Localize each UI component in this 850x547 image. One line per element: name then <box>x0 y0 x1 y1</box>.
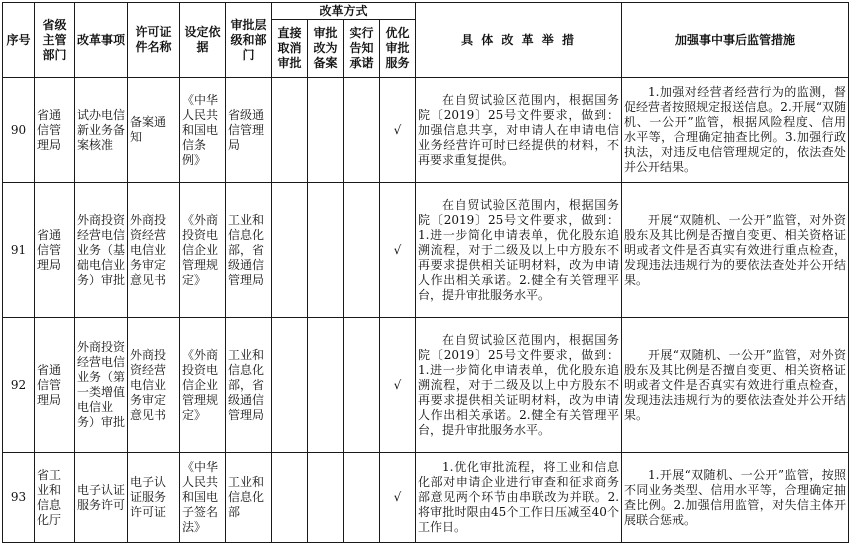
row-seq: 90 <box>3 78 35 183</box>
row-dept: 省通信管理局 <box>35 183 75 318</box>
row-license: 外商投资经营电信业务审定意见书 <box>128 318 180 453</box>
row-mode-optimize-check: √ <box>380 183 416 318</box>
row-license: 电子认证服务许可证 <box>128 453 180 543</box>
reform-table <box>2 2 849 543</box>
row-basis: 《中华人民共和国电信条例》 <box>180 78 226 183</box>
row-mode-optimize-check: √ <box>380 78 416 183</box>
table-row <box>3 318 849 453</box>
row-mode-cancel <box>272 453 308 543</box>
row-measures: 1.优化审批流程，将工业和信息化部对申请企业进行审查和征求商务部意见两个环节由串联改为并联。2.将审批时限由45个工作日压减至40个工作日。 <box>416 453 622 543</box>
row-license: 外商投资经营电信业务审定意见书 <box>128 183 180 318</box>
row-item: 电子认证服务许可 <box>75 453 128 543</box>
row-basis: 《中华人民共和国电子签名法》 <box>180 453 226 543</box>
row-mode-promise <box>344 78 380 183</box>
header-mode-promise: 实行告知承诺 <box>344 20 380 78</box>
table-row <box>3 453 849 543</box>
table-row <box>3 78 849 183</box>
row-mode-cancel <box>272 78 308 183</box>
row-basis: 《外商投资电信企业管理规定》 <box>180 183 226 318</box>
row-mode-optimize-check: √ <box>380 318 416 453</box>
row-mode-promise <box>344 183 380 318</box>
header-mode-optimize: 优化审批服务 <box>380 20 416 78</box>
row-dept: 省工业和信息化厅 <box>35 453 75 543</box>
row-level: 省级通信管理局 <box>226 78 272 183</box>
row-basis: 《外商投资电信企业管理规定》 <box>180 318 226 453</box>
row-mode-filing <box>308 183 344 318</box>
row-level: 工业和信息化部 <box>226 453 272 543</box>
row-level: 工业和信息化部，省级通信管理局 <box>226 318 272 453</box>
row-seq: 93 <box>3 453 35 543</box>
header-measures: 具 体 改 革 举 措 <box>416 3 622 78</box>
row-supervision: 1.开展“双随机、一公开”监管，按照不同业务类型、信用水平等，合理确定抽查比例。2.加强信用监管，对失信主体开展联合惩戒。 <box>622 453 849 543</box>
row-mode-cancel <box>272 318 308 453</box>
row-measures: 在自贸试验区范围内，根据国务院〔2019〕25号文件要求，做到：加强信息共享，对申请人在申请电信业务经营许可时已经提供的材料，不再要求重复提供。 <box>416 78 622 183</box>
row-mode-filing <box>308 78 344 183</box>
row-dept: 省通信管理局 <box>35 78 75 183</box>
row-measures: 在自贸试验区范围内，根据国务院〔2019〕25号文件要求，做到：1.进一步简化申请表单，优化股东追溯流程，对于二级及以上中方股东不再要求提供相关证明材料，改为申请人作出相关承诺。2.健全有关管理平台，提升审批服务水平。 <box>416 318 622 453</box>
row-mode-filing <box>308 318 344 453</box>
row-item: 外商投资经营电信业务（第一类增值电信业务）审批 <box>75 318 128 453</box>
table-row <box>3 183 849 318</box>
row-seq: 92 <box>3 318 35 453</box>
header-license: 许可证件名称 <box>128 3 180 78</box>
header-level: 审批层级和部门 <box>226 3 272 78</box>
row-mode-promise <box>344 453 380 543</box>
header-mode-filing: 审批改为备案 <box>308 20 344 78</box>
row-supervision: 开展“双随机、一公开”监管，对外资股东及其比例是否擅自变更、相关资格证明或者文件是否真实有效进行重点检查，发现违法违规行为的要依法查处并公开结果。 <box>622 183 849 318</box>
row-mode-optimize-check: √ <box>380 453 416 543</box>
row-license: 备案通知 <box>128 78 180 183</box>
row-mode-cancel <box>272 183 308 318</box>
header-basis: 设定依据 <box>180 3 226 78</box>
row-supervision: 1.加强对经营者经营行为的监测，督促经营者按照规定报送信息。2.开展“双随机、一公开”监管，根据风险程度、信用水平等，合理确定抽查比例。3.加强行政执法，对违反电信管理规定的，依法查处并公开结果。 <box>622 78 849 183</box>
header-mode-cancel: 直接取消审批 <box>272 20 308 78</box>
header-item: 改革事项 <box>75 3 128 78</box>
row-item: 外商投资经营电信业务（基础电信业务）审批 <box>75 183 128 318</box>
header-dept: 省级主管部门 <box>35 3 75 78</box>
row-supervision: 开展“双随机、一公开”监管，对外资股东及其比例是否擅自变更、相关资格证明或者文件是否真实有效进行重点检查，发现违法违规行为的要依法查处并公开结果。 <box>622 318 849 453</box>
row-mode-filing <box>308 453 344 543</box>
row-mode-promise <box>344 318 380 453</box>
row-dept: 省通信管理局 <box>35 318 75 453</box>
header-reform-mode: 改革方式 <box>272 3 416 20</box>
header-supervision: 加强事中事后监管措施 <box>622 3 849 78</box>
row-seq: 91 <box>3 183 35 318</box>
header-seq: 序号 <box>3 3 35 78</box>
row-level: 工业和信息化部，省级通信管理局 <box>226 183 272 318</box>
row-item: 试办电信新业务备案核准 <box>75 78 128 183</box>
row-measures: 在自贸试验区范围内，根据国务院〔2019〕25号文件要求，做到：1.进一步简化申请表单，优化股东追溯流程，对于二级及以上中方股东不再要求提供相关证明材料，改为申请人作出相关承诺。2.健全有关管理平台，提升审批服务水平。 <box>416 183 622 318</box>
